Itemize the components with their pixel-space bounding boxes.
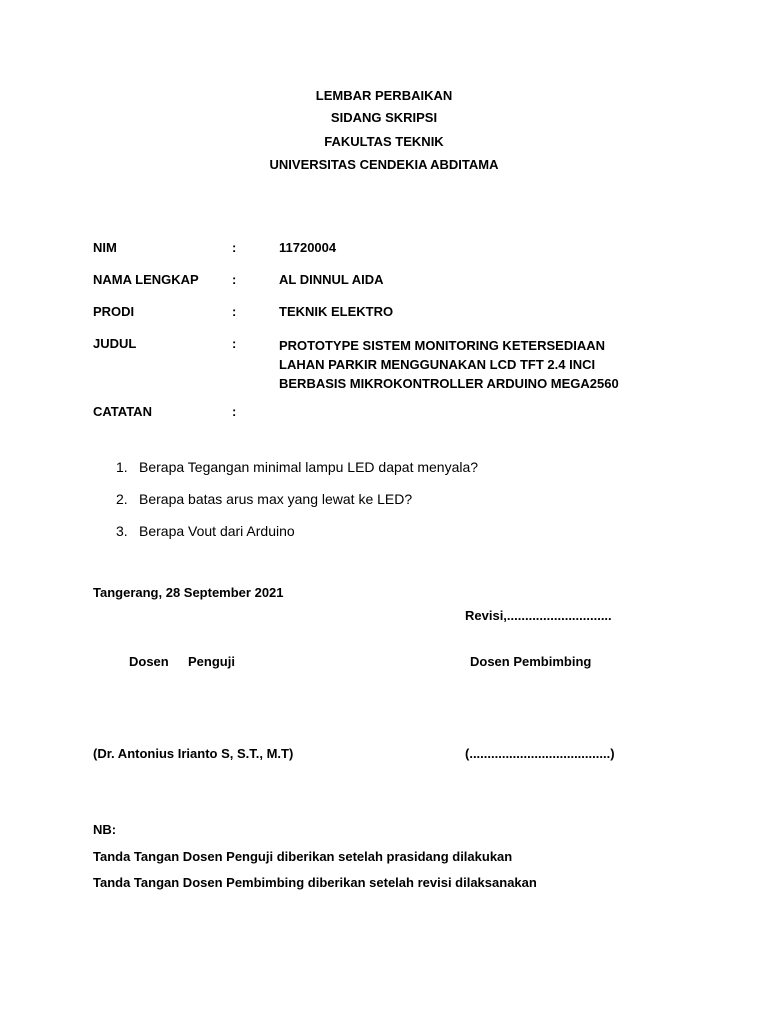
nama-value: AL DINNUL AIDA bbox=[279, 272, 384, 287]
list-item-number: 3. bbox=[116, 523, 128, 539]
judul-line: BERBASIS MIKROKONTROLLER ARDUINO MEGA2560 bbox=[279, 376, 619, 391]
judul-label: JUDUL bbox=[93, 336, 137, 351]
catatan-separator: : bbox=[232, 404, 237, 419]
place-date: Tangerang, 28 September 2021 bbox=[93, 585, 284, 600]
nim-value: 11720004 bbox=[279, 240, 337, 255]
supervisor-name-placeholder: (.......................................) bbox=[465, 746, 615, 761]
nim-label: NIM bbox=[93, 240, 117, 255]
university-name: UNIVERSITAS CENDEKIA ABDITAMA bbox=[269, 157, 499, 172]
judul-value bbox=[279, 336, 619, 393]
examiner-name: (Dr. Antonius Irianto S, S.T., M.T) bbox=[93, 746, 294, 761]
judul-line: LAHAN PARKIR MENGGUNAKAN LCD TFT 2.4 INCI bbox=[279, 357, 596, 372]
examiner-title-word1: Dosen bbox=[129, 654, 169, 669]
nb-label: NB: bbox=[93, 822, 117, 837]
examiner-title-word2: Penguji bbox=[188, 654, 235, 669]
document-title: LEMBAR PERBAIKAN bbox=[315, 88, 453, 103]
list-item-number: 1. bbox=[116, 459, 128, 475]
nim-separator: : bbox=[232, 240, 237, 255]
list-item: Berapa batas arus max yang lewat ke LED? bbox=[139, 491, 413, 507]
judul-line: PROTOTYPE SISTEM MONITORING KETERSEDIAAN bbox=[279, 338, 605, 353]
catatan-label: CATATAN bbox=[93, 404, 152, 419]
list-item: Berapa Tegangan minimal lampu LED dapat menyala? bbox=[139, 459, 479, 475]
prodi-value: TEKNIK ELEKTRO bbox=[279, 304, 394, 319]
nama-separator: : bbox=[232, 272, 237, 287]
list-item-number: 2. bbox=[116, 491, 128, 507]
nb-note-2: Tanda Tangan Dosen Pembimbing diberikan setelah revisi dilaksanakan bbox=[93, 875, 537, 890]
judul-separator: : bbox=[232, 336, 237, 351]
document-subtitle: SIDANG SKRIPSI bbox=[330, 110, 438, 125]
nb-note-1: Tanda Tangan Dosen Penguji diberikan setelah prasidang dilakukan bbox=[93, 849, 513, 864]
supervisor-title: Dosen Pembimbing bbox=[470, 654, 592, 669]
list-item: Berapa Vout dari Arduino bbox=[139, 523, 295, 539]
prodi-label: PRODI bbox=[93, 304, 135, 319]
nama-label: NAMA LENGKAP bbox=[93, 272, 199, 287]
prodi-separator: : bbox=[232, 304, 237, 319]
faculty-name: FAKULTAS TEKNIK bbox=[324, 134, 444, 149]
revision-line: Revisi,............................. bbox=[465, 608, 612, 623]
